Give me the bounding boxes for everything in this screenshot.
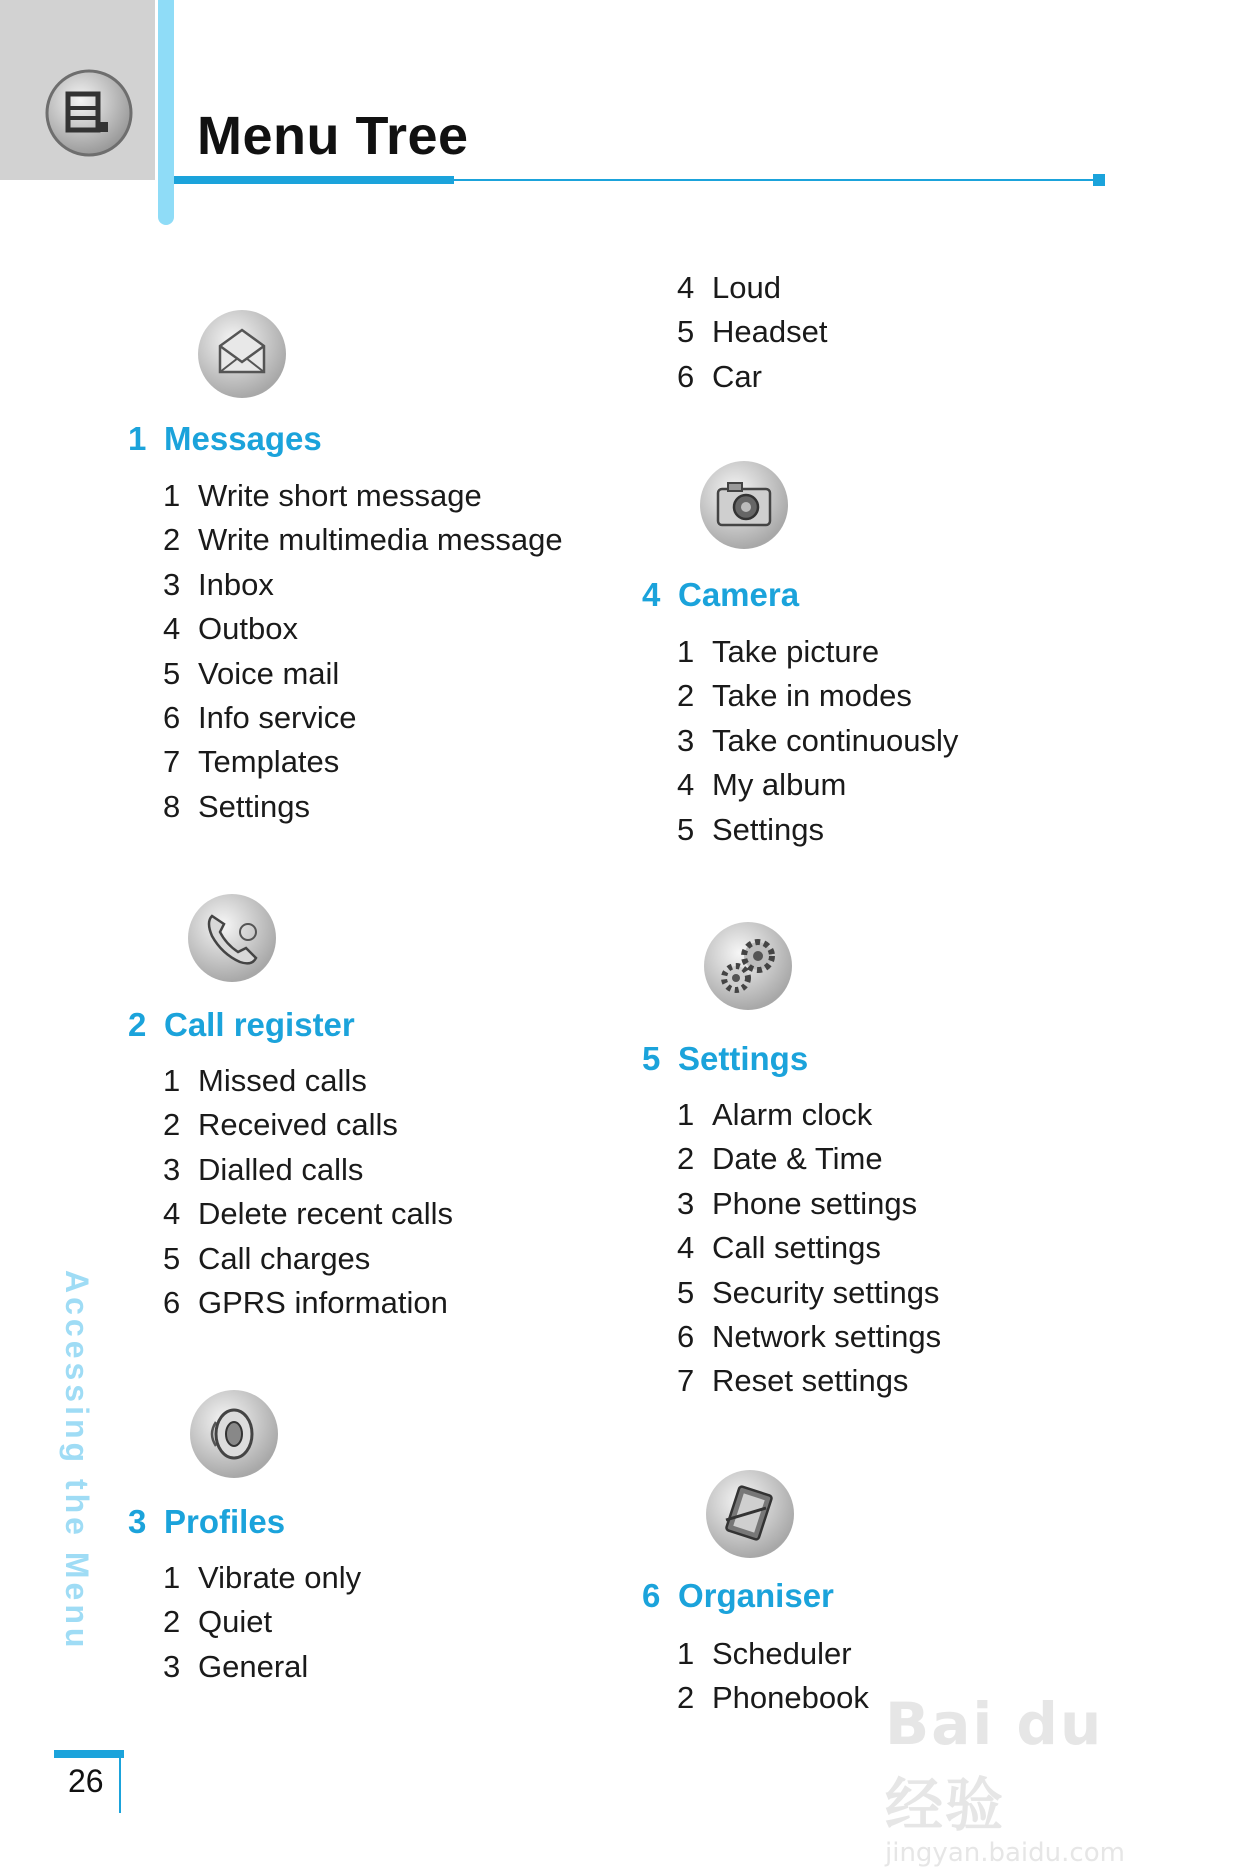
- list-item: 2 Phonebook: [677, 1680, 869, 1716]
- profiles-submenu-part1: [163, 1556, 361, 1689]
- list-item: 2 Write multimedia message: [163, 522, 563, 558]
- list-item: 1 Take picture: [677, 634, 880, 669]
- list-item: 6 Info service: [163, 700, 357, 736]
- menu-chapter-icon: [44, 68, 134, 158]
- phone-handset-icon: [186, 892, 278, 984]
- list-item: 8 Settings: [163, 788, 311, 824]
- list-item: 1 Alarm clock: [677, 1097, 873, 1132]
- list-item: 7 Templates: [163, 744, 340, 780]
- list-item: 2 Take in modes: [677, 678, 912, 714]
- list-item: 3 General: [163, 1648, 309, 1684]
- baidu-watermark: [885, 1690, 1185, 1868]
- list-item: 7 Reset settings: [677, 1363, 909, 1399]
- camera-icon: [698, 459, 790, 551]
- organiser-icon: [704, 1468, 796, 1560]
- list-item: 4 My album: [677, 767, 847, 803]
- list-item: 3 Inbox: [163, 566, 274, 602]
- envelope-icon: [196, 308, 288, 400]
- list-item: 3 Take continuously: [677, 722, 959, 758]
- list-item: 3 Phone settings: [677, 1185, 918, 1221]
- list-item: 4 Outbox: [163, 611, 298, 647]
- watermark-brand: Bai du 经验: [885, 1690, 1104, 1839]
- list-item: 5 Security settings: [677, 1274, 940, 1310]
- watermark-url: jingyan.baidu.com: [885, 1838, 1125, 1868]
- section-title-organiser: 6 Organiser: [642, 1577, 834, 1614]
- list-item: 3 Dialled calls: [163, 1151, 364, 1187]
- page-number-divider: [119, 1758, 121, 1813]
- title-underline: [174, 176, 454, 184]
- section-title-call-register: 2 Call register: [128, 1006, 355, 1043]
- section-title-camera: 4 Camera: [642, 576, 800, 613]
- list-item: 5 Call charges: [163, 1240, 371, 1276]
- list-item: 1 Scheduler: [677, 1636, 852, 1671]
- gears-icon: [702, 920, 794, 1012]
- page-title: Menu Tree: [197, 106, 469, 166]
- list-item: 6 GPRS information: [163, 1285, 448, 1321]
- list-item: 1 Write short message: [163, 478, 482, 513]
- camera-submenu: [677, 630, 958, 852]
- list-item: 6 Network settings: [677, 1319, 942, 1355]
- section-title-profiles: 3 Profiles: [128, 1503, 286, 1540]
- list-item: 5 Headset: [677, 314, 828, 350]
- call-register-submenu: [163, 1059, 453, 1325]
- speaker-icon: [188, 1388, 280, 1480]
- list-item: 5 Settings: [677, 811, 825, 847]
- list-item: 2 Date & Time: [677, 1141, 883, 1177]
- page-number: 26: [68, 1763, 104, 1799]
- organiser-submenu: [677, 1632, 869, 1721]
- title-rule-end: [1093, 174, 1105, 186]
- section-title-messages: 1 Messages: [128, 420, 322, 457]
- title-rule: [454, 179, 1094, 181]
- list-item: 4 Call settings: [677, 1230, 881, 1266]
- list-item: 4 Delete recent calls: [163, 1196, 454, 1232]
- profiles-submenu-part2: [677, 266, 827, 399]
- list-item: 2 Quiet: [163, 1604, 273, 1640]
- list-item: 1 Vibrate only: [163, 1560, 362, 1595]
- chapter-side-label: Accessing the Menu: [59, 1270, 95, 1652]
- messages-submenu: [163, 474, 563, 829]
- page-number-rule: [54, 1750, 124, 1758]
- list-item: 5 Voice mail: [163, 655, 340, 691]
- list-item: 4 Loud: [677, 270, 781, 305]
- list-item: 2 Received calls: [163, 1107, 398, 1143]
- section-title-settings: 5 Settings: [642, 1040, 809, 1077]
- list-item: 6 Car: [677, 358, 762, 394]
- list-item: 1 Missed calls: [163, 1063, 367, 1098]
- header-accent-bar: [158, 0, 174, 225]
- settings-submenu: [677, 1093, 941, 1404]
